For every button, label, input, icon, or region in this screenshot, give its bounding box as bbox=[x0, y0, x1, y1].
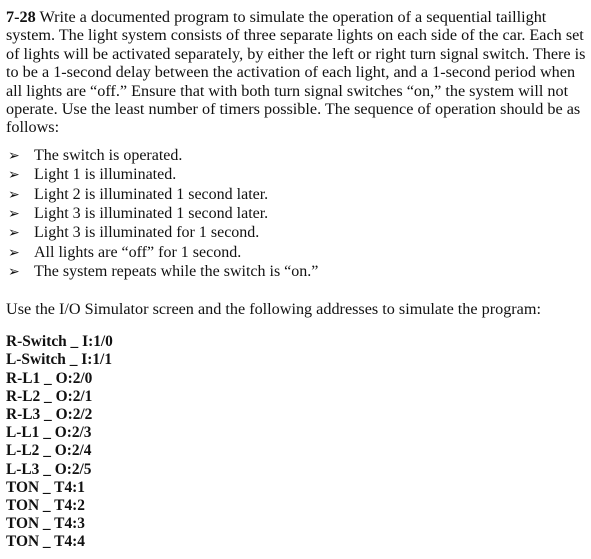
arrow-bullet-icon: ➢ bbox=[8, 226, 20, 242]
address-item: R-L1 _ O:2/0 bbox=[6, 369, 93, 387]
sequence-list bbox=[6, 147, 588, 283]
arrow-bullet-icon: ➢ bbox=[8, 265, 20, 281]
step-text: The switch is operated. bbox=[34, 146, 183, 164]
address-item: L-L1 _ O:2/3 bbox=[6, 424, 92, 442]
list-item bbox=[6, 166, 588, 185]
address-item: TON _ T4:1 bbox=[6, 478, 85, 496]
step-text: All lights are “off” for 1 second. bbox=[34, 243, 242, 261]
step-text: Light 1 is illuminated. bbox=[34, 166, 177, 184]
step-text: Light 2 is illuminated 1 second later. bbox=[34, 185, 269, 203]
address-item: L-Switch _ I:1/1 bbox=[6, 351, 113, 369]
address-item: R-L2 _ O:2/1 bbox=[6, 387, 93, 405]
address-item: R-Switch _ I:1/0 bbox=[6, 333, 113, 351]
address-item: R-L3 _ O:2/2 bbox=[6, 405, 93, 423]
problem-statement bbox=[6, 8, 588, 137]
problem-text: Write a documented program to simulate the operation of a sequential taillight system. The light system consists of three separate lights on each side of the car. Each set of lights will be activated separately, by either the left or right turn signal switch. There is to be a 1-second delay between the activation of each light, and a 1-second period when all lights are “off.” Ensure that with both turn signal switches “on,” the system will not operate. Use the least number of timers possible. The sequence of operation should be as follows: bbox=[6, 8, 586, 137]
arrow-bullet-icon: ➢ bbox=[8, 187, 20, 203]
list-item bbox=[6, 224, 588, 243]
problem-number: 7-28 bbox=[6, 8, 36, 26]
simulator-intro: Use the I/O Simulator screen and the following addresses to simulate the program: bbox=[6, 299, 541, 318]
arrow-bullet-icon: ➢ bbox=[8, 245, 20, 261]
step-text: Light 3 is illuminated for 1 second. bbox=[34, 224, 260, 242]
arrow-bullet-icon: ➢ bbox=[8, 168, 20, 184]
address-item: L-L2 _ O:2/4 bbox=[6, 442, 92, 460]
list-item bbox=[6, 147, 588, 166]
address-item: L-L3 _ O:2/5 bbox=[6, 460, 92, 478]
document-page bbox=[6, 8, 588, 552]
address-list bbox=[6, 333, 588, 551]
arrow-bullet-icon: ➢ bbox=[8, 207, 20, 223]
address-item: TON _ T4:4 bbox=[6, 533, 85, 551]
list-item bbox=[6, 205, 588, 224]
list-item bbox=[6, 186, 588, 205]
list-item bbox=[6, 263, 588, 282]
step-text: The system repeats while the switch is “on.” bbox=[34, 263, 319, 281]
address-item: TON _ T4:2 bbox=[6, 496, 85, 514]
arrow-bullet-icon: ➢ bbox=[8, 148, 20, 164]
step-text: Light 3 is illuminated 1 second later. bbox=[34, 205, 269, 223]
list-item bbox=[6, 244, 588, 263]
address-item: TON _ T4:3 bbox=[6, 515, 85, 533]
